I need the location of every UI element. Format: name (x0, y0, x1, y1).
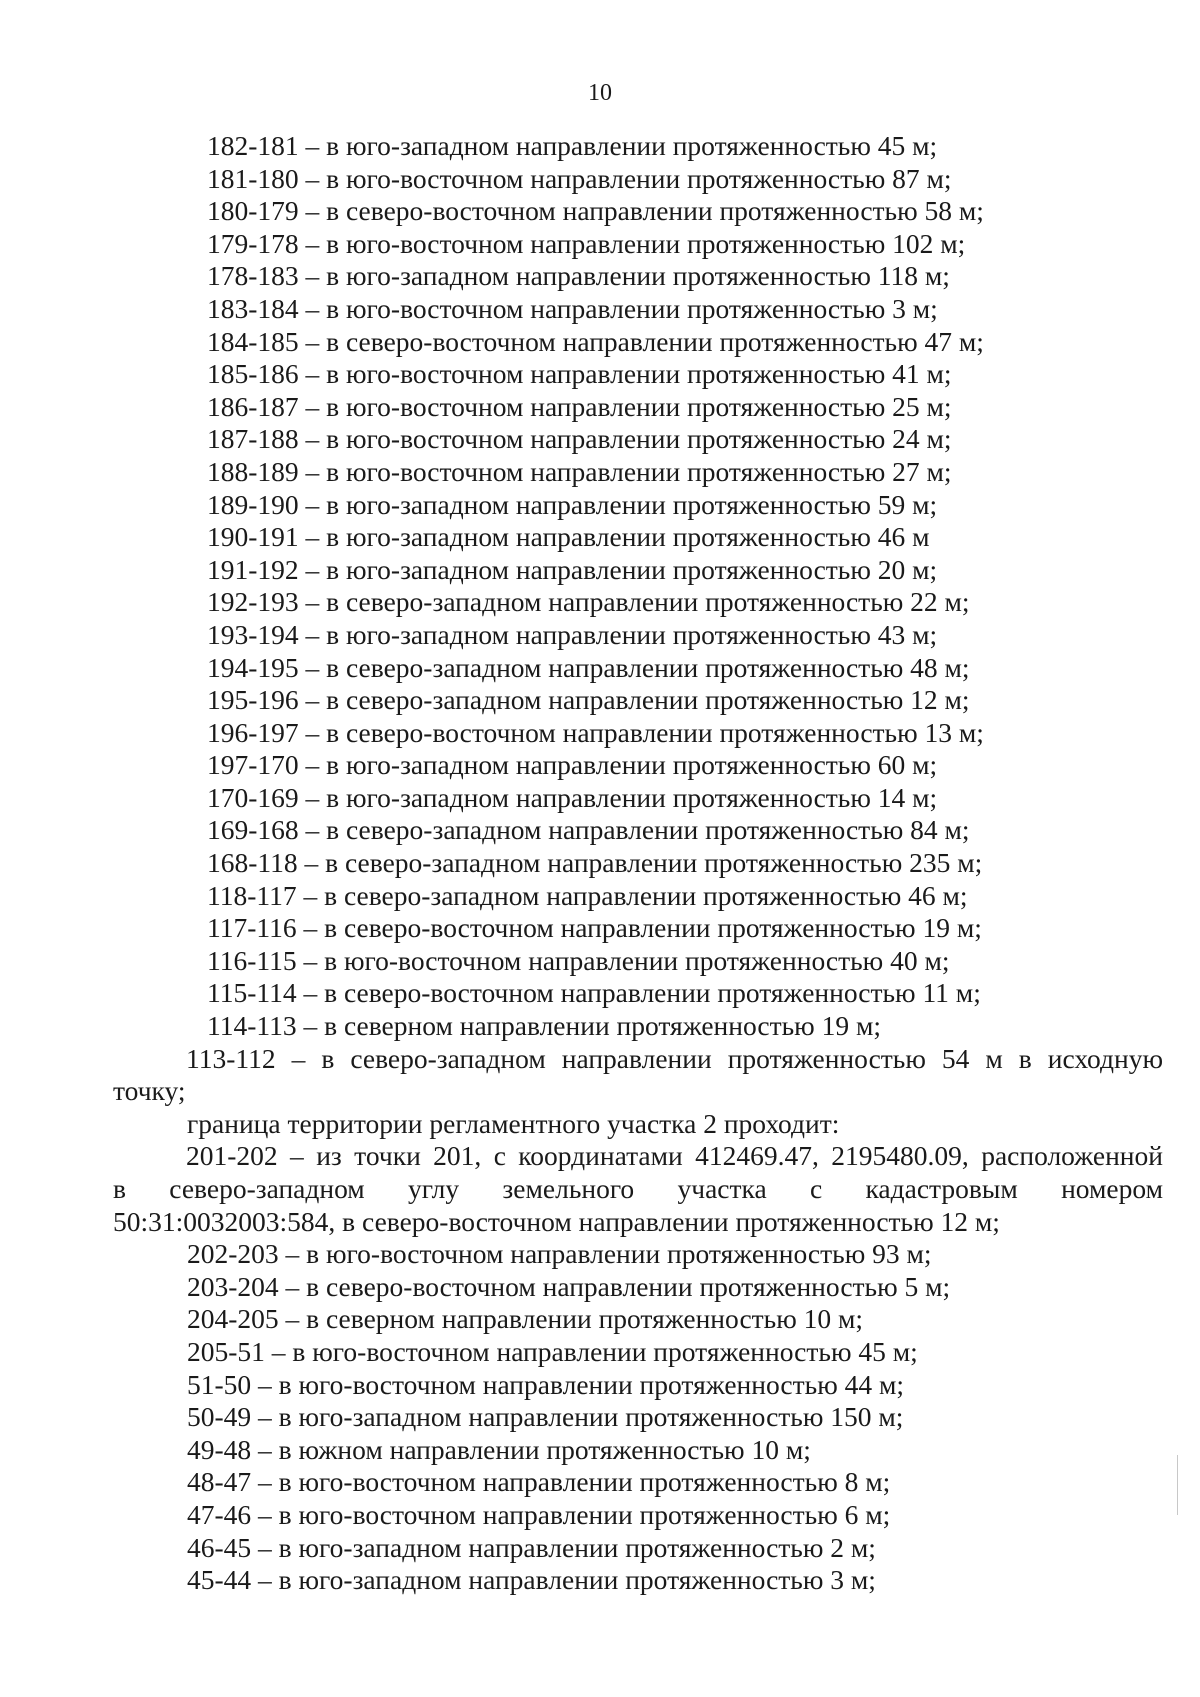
segment-line: 193-194 – в юго-западном направлении протяженностью 43 м; (207, 618, 938, 650)
paragraph-segment-201-202-line1 (113, 1140, 1163, 1173)
segment-line: 46-45 – в юго-западном направлении протяженностью 2 м; (187, 1531, 876, 1563)
segment-line: 115-114 – в северо-восточном направлении протяженностью 11 м; (207, 977, 981, 1009)
paragraph-continuation: точку; (113, 1075, 186, 1107)
section-heading: граница территории регламентного участка 2 проходит: (187, 1107, 840, 1139)
segment-line: 50-49 – в юго-западном направлении протяженностью 150 м; (187, 1401, 904, 1433)
segment-line: 204-205 – в северном направлении протяженностью 10 м; (187, 1303, 864, 1335)
segment-line: 189-190 – в юго-западном направлении протяженностью 59 м; (207, 488, 938, 520)
segment-line: 196-197 – в северо-восточном направлении протяженностью 13 м; (207, 716, 984, 748)
segment-line: 180-179 – в северо-восточном направлении протяженностью 58 м; (207, 195, 984, 227)
segment-line: 192-193 – в северо-западном направлении протяженностью 22 м; (207, 586, 970, 618)
segment-list-part2 (113, 1238, 1163, 1597)
segment-line: 179-178 – в юго-восточном направлении протяженностью 102 м; (207, 227, 966, 259)
segment-line: 184-185 – в северо-восточном направлении протяженностью 47 м; (207, 325, 984, 357)
segment-line: 169-168 – в северо-западном направлении протяженностью 84 м; (207, 814, 970, 846)
segment-line: 188-189 – в юго-восточном направлении протяженностью 27 м; (207, 455, 952, 487)
segment-line: 195-196 – в северо-западном направлении протяженностью 12 м; (207, 684, 970, 716)
segment-line: 49-48 – в южном направлении протяженностью 10 м; (187, 1433, 811, 1465)
segment-list-part1 (113, 130, 1163, 1043)
paragraph-line: в северо-западном углу земельного участка с кадастровым номером (113, 1173, 1163, 1204)
paragraph-segment-113-112 (113, 1043, 1163, 1076)
page-number: 10 (588, 80, 612, 106)
segment-line: 197-170 – в юго-западном направлении протяженностью 60 м; (207, 749, 938, 781)
segment-line: 187-188 – в юго-восточном направлении протяженностью 24 м; (207, 423, 952, 455)
segment-line: 118-117 – в северо-западном направлении протяженностью 46 м; (207, 879, 968, 911)
paragraph-segment-201-202-line3: 50:31:0032003:584, в северо-восточном направлении протяженностью 12 м; (113, 1205, 1000, 1237)
segment-line: 170-169 – в юго-западном направлении протяженностью 14 м; (207, 781, 938, 813)
segment-line: 194-195 – в северо-западном направлении протяженностью 48 м; (207, 651, 970, 683)
segment-line: 178-183 – в юго-западном направлении протяженностью 118 м; (207, 260, 950, 292)
segment-line: 51-50 – в юго-восточном направлении протяженностью 44 м; (187, 1368, 905, 1400)
segment-line: 117-116 – в северо-восточном направлении протяженностью 19 м; (207, 912, 982, 944)
segment-line: 47-46 – в юго-восточном направлении протяженностью 6 м; (187, 1498, 891, 1530)
segment-line: 202-203 – в юго-восточном направлении протяженностью 93 м; (187, 1238, 932, 1270)
paragraph-line: 201-202 – из точки 201, с координатами 412469.47, 2195480.09, расположенной (186, 1140, 1163, 1172)
paragraph-line: 113-112 – в северо-западном направлении протяженностью 54 м в исходную (186, 1042, 1163, 1074)
segment-line: 168-118 – в северо-западном направлении протяженностью 235 м; (207, 847, 983, 879)
segment-line: 48-47 – в юго-восточном направлении протяженностью 8 м; (187, 1466, 891, 1498)
segment-line: 182-181 – в юго-западном направлении протяженностью 45 м; (207, 130, 938, 161)
segment-line: 45-44 – в юго-западном направлении протяженностью 3 м; (187, 1564, 876, 1596)
segment-line: 181-180 – в юго-восточном направлении протяженностью 87 м; (207, 162, 952, 194)
segment-line: 186-187 – в юго-восточном направлении протяженностью 25 м; (207, 390, 952, 422)
segment-line: 183-184 – в юго-восточном направлении протяженностью 3 м; (207, 292, 938, 324)
segment-line: 114-113 – в северном направлении протяженностью 19 м; (207, 1010, 882, 1042)
segment-line: 185-186 – в юго-восточном направлении протяженностью 41 м; (207, 358, 952, 390)
scan-margin-mark (1177, 1455, 1178, 1515)
segment-line: 205-51 – в юго-восточном направлении протяженностью 45 м; (187, 1335, 918, 1367)
paragraph-segment-201-202-line2 (113, 1173, 1163, 1206)
segment-line: 116-115 – в юго-восточном направлении протяженностью 40 м; (207, 944, 950, 976)
segment-line: 191-192 – в юго-западном направлении протяженностью 20 м; (207, 553, 938, 585)
segment-line: 190-191 – в юго-западном направлении протяженностью 46 м (207, 521, 930, 553)
document-body (113, 130, 1163, 1597)
segment-line: 203-204 – в северо-восточном направлении протяженностью 5 м; (187, 1270, 951, 1302)
